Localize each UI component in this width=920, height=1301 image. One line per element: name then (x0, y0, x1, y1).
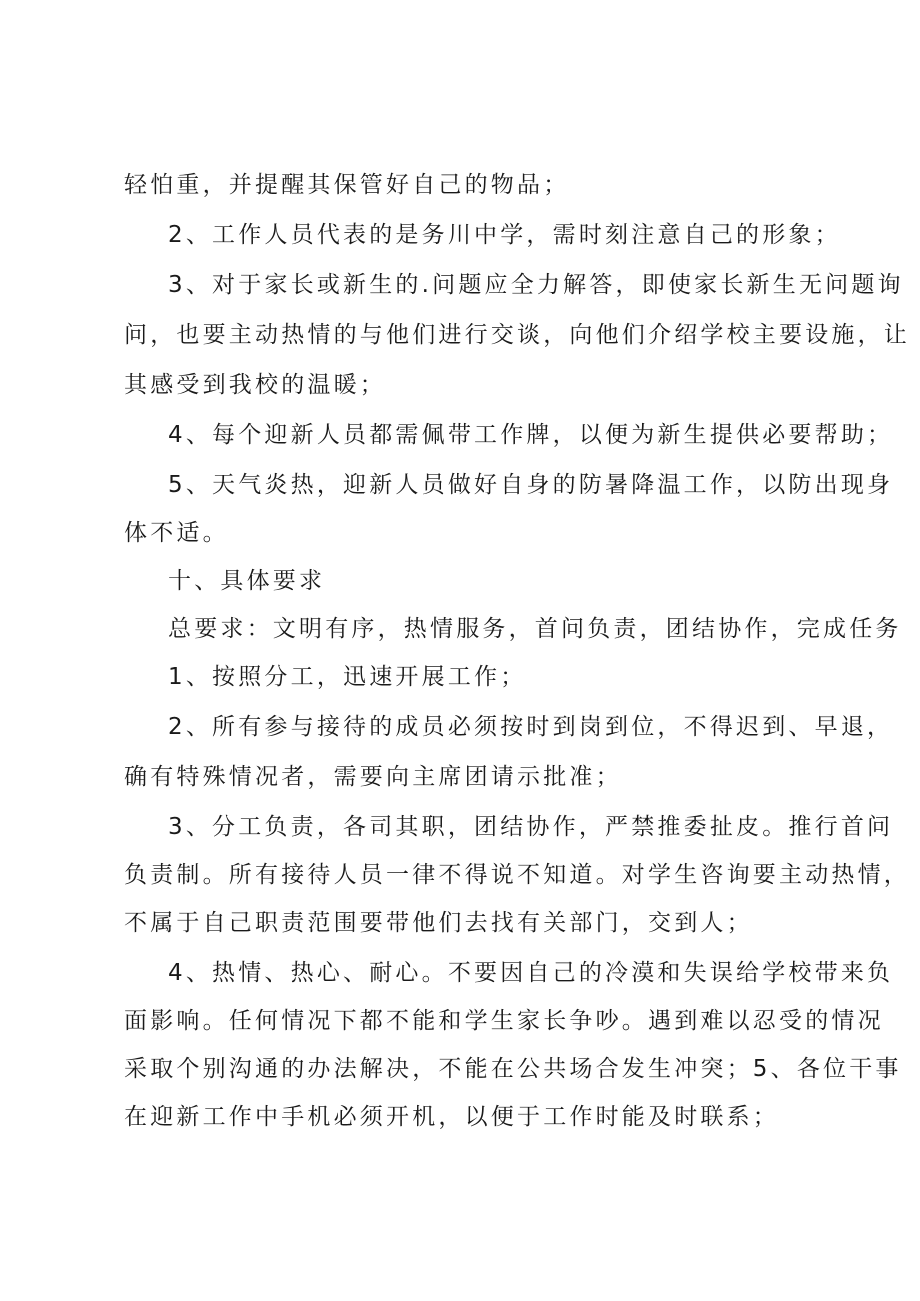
text-line: 负责制。所有接待人员一律不得说不知道。对学生咨询要主动热情， (124, 862, 910, 888)
text-line: 在迎新工作中手机必须开机，以便于工作时能及时联系； (124, 1104, 779, 1130)
text-line: 其感受到我校的温暖； (124, 372, 386, 398)
text-line: 3、对于家长或新生的.问题应全力解答，即使家长新生无问题询 (168, 272, 904, 298)
text-line: 面影响。任何情况下都不能和学生家长争吵。遇到难以忍受的情况 (124, 1008, 884, 1034)
section-heading: 十、具体要求 (168, 568, 326, 594)
text-line: 轻怕重，并提醒其保管好自己的物品； (124, 172, 570, 198)
text-line: 问，也要主动热情的与他们进行交谈，向他们介绍学校主要设施，让 (124, 322, 910, 348)
text-line: 确有特殊情况者，需要向主席团请示批准； (124, 764, 622, 790)
text-line: 5、天气炎热，迎新人员做好自身的防暑降温工作，以防出现身 (168, 472, 894, 498)
text-line: 4、每个迎新人员都需佩带工作牌，以便为新生提供必要帮助； (168, 422, 894, 448)
text-line: 采取个别沟通的办法解决，不能在公共场合发生冲突；5、各位干事 (124, 1056, 902, 1082)
text-line: 总要求：文明有序，热情服务，首问负责，团结协作，完成任务 (168, 616, 902, 642)
text-line: 体不适。 (124, 520, 229, 546)
text-line: 4、热情、热心、耐心。不要因自己的冷漠和失误给学校带来负 (168, 960, 894, 986)
text-line: 3、分工负责，各司其职，团结协作，严禁推委扯皮。推行首问 (168, 814, 894, 840)
text-line: 1、按照分工，迅速开展工作； (168, 664, 527, 690)
text-line: 2、所有参与接待的成员必须按时到岗到位，不得迟到、早退， (168, 714, 894, 740)
text-line: 不属于自己职责范围要带他们去找有关部门，交到人； (124, 910, 753, 936)
text-line: 2、工作人员代表的是务川中学，需时刻注意自己的形象； (168, 222, 841, 248)
